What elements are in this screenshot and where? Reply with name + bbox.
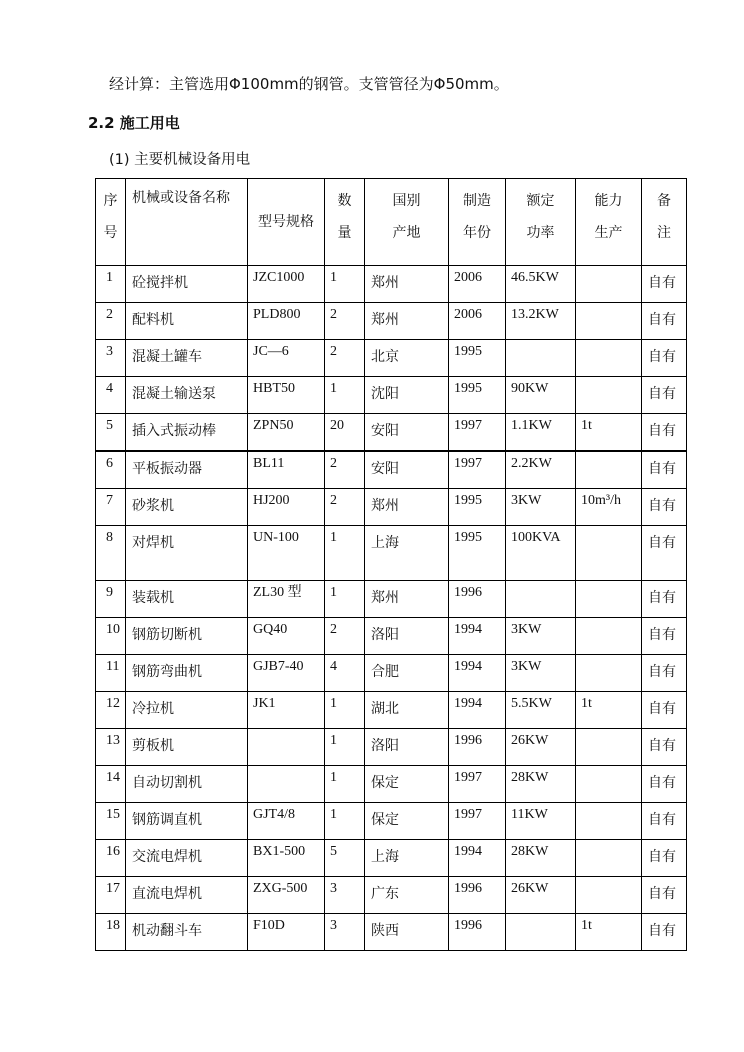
cell-model: PLD800: [248, 303, 325, 340]
cell-origin: 合肥: [365, 655, 449, 692]
cell-power: 1.1KW: [506, 414, 576, 452]
cell-origin: 洛阳: [365, 729, 449, 766]
cell-power: 26KW: [506, 877, 576, 914]
table-row: [96, 803, 687, 840]
cell-no: 1: [96, 266, 126, 303]
cell-name: 混凝土输送泵: [126, 377, 248, 414]
cell-qty: 20: [325, 414, 365, 452]
cell-capacity: 1t: [576, 692, 642, 729]
cell-origin: 郑州: [365, 489, 449, 526]
cell-name: 对焊机: [126, 526, 248, 581]
cell-capacity: [576, 655, 642, 692]
cell-power: 90KW: [506, 377, 576, 414]
cell-qty: 2: [325, 451, 365, 489]
cell-name: 钢筋弯曲机: [126, 655, 248, 692]
cell-origin: 北京: [365, 340, 449, 377]
cell-year: 1997: [449, 451, 506, 489]
table-row: [96, 451, 687, 489]
header-origin: 国别 产地: [365, 179, 449, 266]
cell-name: 冷拉机: [126, 692, 248, 729]
cell-qty: 2: [325, 303, 365, 340]
cell-model: F10D: [248, 914, 325, 951]
cell-capacity: [576, 877, 642, 914]
cell-power: 5.5KW: [506, 692, 576, 729]
table-row: [96, 526, 687, 581]
cell-year: 1994: [449, 692, 506, 729]
calculation-text: 经计算：主管选用Φ100mm的钢管。支管管径为Φ50mm。: [109, 75, 509, 93]
cell-note: 自有: [642, 729, 687, 766]
cell-no: 6: [96, 451, 126, 489]
cell-note: 自有: [642, 414, 687, 452]
cell-name: 插入式振动棒: [126, 414, 248, 452]
cell-power: 3KW: [506, 489, 576, 526]
table-row: [96, 266, 687, 303]
cell-year: 1996: [449, 877, 506, 914]
cell-no: 4: [96, 377, 126, 414]
cell-power: 3KW: [506, 655, 576, 692]
cell-capacity: [576, 266, 642, 303]
table-row: [96, 655, 687, 692]
cell-qty: 3: [325, 914, 365, 951]
cell-year: 2006: [449, 266, 506, 303]
cell-note: 自有: [642, 840, 687, 877]
cell-note: 自有: [642, 526, 687, 581]
cell-power: 11KW: [506, 803, 576, 840]
cell-capacity: [576, 766, 642, 803]
cell-name: 剪板机: [126, 729, 248, 766]
cell-name: 砼搅拌机: [126, 266, 248, 303]
table-row: [96, 914, 687, 951]
header-power: 额定 功率: [506, 179, 576, 266]
cell-origin: 湖北: [365, 692, 449, 729]
cell-model: GJT4/8: [248, 803, 325, 840]
table-row: [96, 414, 687, 452]
cell-note: 自有: [642, 266, 687, 303]
header-name: 机械或设备名称: [126, 179, 248, 266]
table-row: [96, 581, 687, 618]
cell-capacity: [576, 340, 642, 377]
cell-origin: 保定: [365, 803, 449, 840]
cell-note: 自有: [642, 340, 687, 377]
cell-capacity: [576, 618, 642, 655]
cell-note: 自有: [642, 766, 687, 803]
cell-note: 自有: [642, 451, 687, 489]
cell-power: 100KVA: [506, 526, 576, 581]
cell-capacity: 1t: [576, 914, 642, 951]
cell-no: 14: [96, 766, 126, 803]
cell-capacity: [576, 526, 642, 581]
cell-qty: 1: [325, 766, 365, 803]
table-row: [96, 729, 687, 766]
cell-name: 交流电焊机: [126, 840, 248, 877]
cell-model: [248, 766, 325, 803]
cell-origin: 安阳: [365, 451, 449, 489]
subsection-title: (1) 主要机械设备用电: [109, 152, 251, 168]
cell-no: 15: [96, 803, 126, 840]
cell-name: 装载机: [126, 581, 248, 618]
cell-note: 自有: [642, 377, 687, 414]
cell-qty: 1: [325, 266, 365, 303]
cell-note: 自有: [642, 914, 687, 951]
table-header-row: [96, 179, 687, 266]
cell-model: GJB7-40: [248, 655, 325, 692]
cell-qty: 4: [325, 655, 365, 692]
header-note: 备 注: [642, 179, 687, 266]
cell-origin: 上海: [365, 526, 449, 581]
cell-power: 28KW: [506, 840, 576, 877]
cell-note: 自有: [642, 303, 687, 340]
cell-model: JC—6: [248, 340, 325, 377]
cell-note: 自有: [642, 581, 687, 618]
cell-year: 1996: [449, 914, 506, 951]
cell-power: 28KW: [506, 766, 576, 803]
cell-power: 2.2KW: [506, 451, 576, 489]
cell-capacity: [576, 451, 642, 489]
cell-model: ZPN50: [248, 414, 325, 452]
cell-origin: 保定: [365, 766, 449, 803]
cell-note: 自有: [642, 489, 687, 526]
header-seq: 序 号: [96, 179, 126, 266]
cell-qty: 1: [325, 581, 365, 618]
cell-qty: 1: [325, 377, 365, 414]
cell-model: HJ200: [248, 489, 325, 526]
cell-model: ZL30 型: [248, 581, 325, 618]
table-row: [96, 618, 687, 655]
cell-qty: 2: [325, 489, 365, 526]
table-row: [96, 692, 687, 729]
equipment-table: [95, 178, 687, 951]
cell-name: 自动切割机: [126, 766, 248, 803]
cell-power: [506, 914, 576, 951]
cell-capacity: [576, 840, 642, 877]
header-capacity: 能力 生产: [576, 179, 642, 266]
table-row: [96, 766, 687, 803]
cell-no: 10: [96, 618, 126, 655]
table-row: [96, 877, 687, 914]
cell-year: 1997: [449, 414, 506, 452]
cell-model: GQ40: [248, 618, 325, 655]
cell-power: 13.2KW: [506, 303, 576, 340]
cell-origin: 洛阳: [365, 618, 449, 655]
cell-capacity: [576, 303, 642, 340]
cell-origin: 广东: [365, 877, 449, 914]
cell-no: 18: [96, 914, 126, 951]
cell-note: 自有: [642, 803, 687, 840]
cell-note: 自有: [642, 877, 687, 914]
cell-capacity: [576, 581, 642, 618]
cell-year: 1994: [449, 618, 506, 655]
header-model: 型号规格: [248, 179, 325, 266]
cell-qty: 5: [325, 840, 365, 877]
cell-no: 11: [96, 655, 126, 692]
cell-name: 砂浆机: [126, 489, 248, 526]
cell-model: ZXG-500: [248, 877, 325, 914]
cell-power: 26KW: [506, 729, 576, 766]
cell-origin: 陕西: [365, 914, 449, 951]
cell-year: 1994: [449, 655, 506, 692]
cell-year: 1997: [449, 766, 506, 803]
cell-qty: 3: [325, 877, 365, 914]
header-year: 制造 年份: [449, 179, 506, 266]
table-row: [96, 303, 687, 340]
cell-no: 3: [96, 340, 126, 377]
cell-power: [506, 581, 576, 618]
cell-power: 3KW: [506, 618, 576, 655]
cell-model: [248, 729, 325, 766]
cell-power: 46.5KW: [506, 266, 576, 303]
cell-year: 1995: [449, 377, 506, 414]
cell-no: 7: [96, 489, 126, 526]
cell-name: 机动翻斗车: [126, 914, 248, 951]
cell-capacity: [576, 803, 642, 840]
cell-name: 混凝土罐车: [126, 340, 248, 377]
cell-model: JZC1000: [248, 266, 325, 303]
cell-year: 1995: [449, 489, 506, 526]
cell-origin: 沈阳: [365, 377, 449, 414]
cell-qty: 1: [325, 526, 365, 581]
cell-capacity: 1t: [576, 414, 642, 452]
cell-year: 1996: [449, 729, 506, 766]
table-row: [96, 840, 687, 877]
cell-name: 配料机: [126, 303, 248, 340]
cell-origin: 郑州: [365, 303, 449, 340]
cell-year: 1996: [449, 581, 506, 618]
cell-name: 直流电焊机: [126, 877, 248, 914]
header-qty: 数 量: [325, 179, 365, 266]
cell-no: 8: [96, 526, 126, 581]
cell-qty: 1: [325, 729, 365, 766]
cell-no: 12: [96, 692, 126, 729]
cell-origin: 郑州: [365, 266, 449, 303]
cell-name: 钢筋切断机: [126, 618, 248, 655]
cell-name: 平板振动器: [126, 451, 248, 489]
cell-qty: 1: [325, 803, 365, 840]
cell-capacity: 10m³/h: [576, 489, 642, 526]
cell-no: 2: [96, 303, 126, 340]
cell-no: 9: [96, 581, 126, 618]
cell-no: 17: [96, 877, 126, 914]
cell-no: 13: [96, 729, 126, 766]
cell-note: 自有: [642, 618, 687, 655]
cell-year: 1995: [449, 340, 506, 377]
table-row: [96, 377, 687, 414]
section-title: 2.2 施工用电: [88, 114, 180, 132]
cell-qty: 1: [325, 692, 365, 729]
cell-qty: 2: [325, 340, 365, 377]
cell-note: 自有: [642, 692, 687, 729]
table-row: [96, 340, 687, 377]
cell-model: UN-100: [248, 526, 325, 581]
cell-year: 1997: [449, 803, 506, 840]
cell-qty: 2: [325, 618, 365, 655]
cell-year: 1994: [449, 840, 506, 877]
cell-power: [506, 340, 576, 377]
cell-no: 5: [96, 414, 126, 452]
cell-capacity: [576, 377, 642, 414]
cell-origin: 上海: [365, 840, 449, 877]
cell-origin: 郑州: [365, 581, 449, 618]
cell-capacity: [576, 729, 642, 766]
cell-model: HBT50: [248, 377, 325, 414]
cell-model: BX1-500: [248, 840, 325, 877]
cell-no: 16: [96, 840, 126, 877]
table-row: [96, 489, 687, 526]
cell-year: 1995: [449, 526, 506, 581]
cell-year: 2006: [449, 303, 506, 340]
cell-model: BL11: [248, 451, 325, 489]
cell-note: 自有: [642, 655, 687, 692]
cell-origin: 安阳: [365, 414, 449, 452]
cell-name: 钢筋调直机: [126, 803, 248, 840]
cell-model: JK1: [248, 692, 325, 729]
